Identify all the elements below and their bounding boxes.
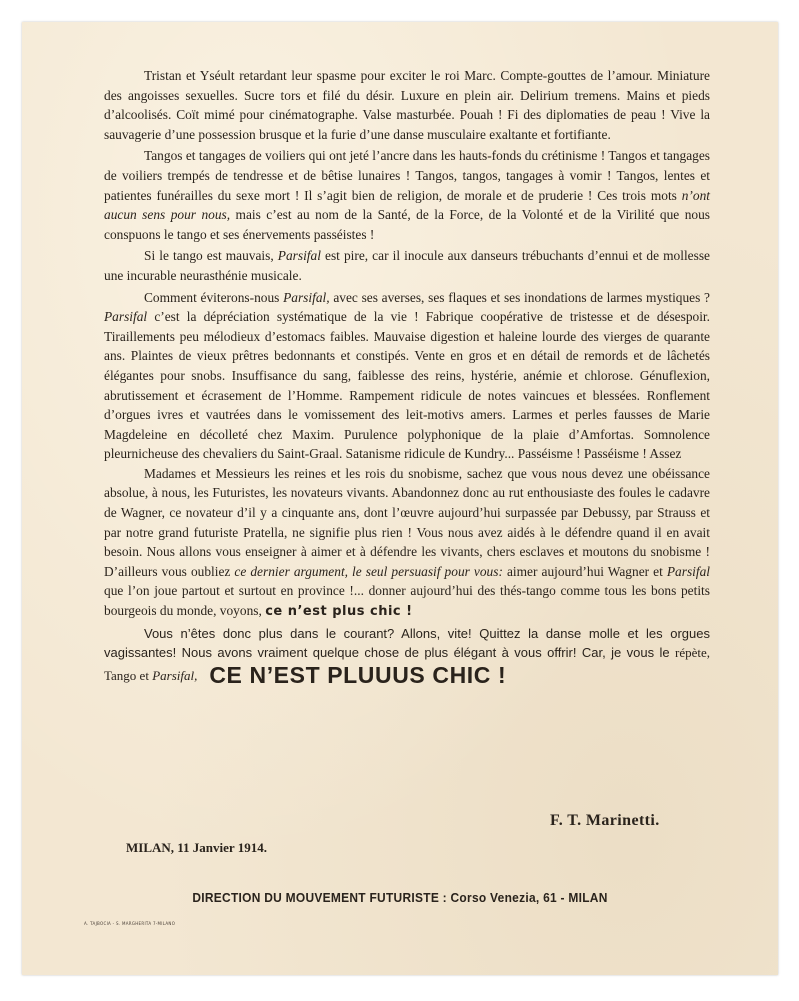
paragraph-6-italic: Parsifal, — [152, 667, 198, 683]
manifesto-page — [22, 22, 778, 975]
paragraph-5-text-b: aimer aujourd’hui Wagner et — [502, 563, 667, 579]
paragraph-2 — [104, 146, 710, 244]
paragraph-4 — [104, 288, 710, 464]
paragraph-5 — [104, 464, 710, 622]
paragraph-3 — [104, 246, 710, 285]
paragraph-3-text-a: Si le tango est mauvais, — [144, 248, 278, 264]
paragraph-6 — [104, 624, 710, 686]
paragraph-5-text-c: que l’on joue partout et surtout en province !... donner aujourd’hui des thés-tango comme tous les bons petits bourgeois du monde, voyons, — [104, 583, 710, 619]
paragraph-3-italic: Parsifal — [277, 248, 321, 264]
dateline: MILAN, 11 Janvier 1914. — [126, 840, 267, 855]
paragraph-5-bold: ce n’est plus chic ! — [265, 604, 413, 620]
paragraph-1-text: Tristan et Yséult retardant leur spasme pour exciter le roi Marc. Compte-gouttes de l’amour. Miniature des angoisses sexuelles. Sucre tors et filé du désir. Luxure en plein air. Delirium tremens. Mains et pieds d’alcoolisés. Coït mimé pour cinématographe. Valse masturbée. Pouah ! Fi des diplomaties de peau ! Vive la sauvagerie d’une possession brusque et la furie d’une danse musculaire exaltante et fortifiante. — [104, 68, 710, 142]
paragraph-4-italic-1: Parsifal, — [283, 289, 330, 305]
printer-imprint: A. TAJBOCIA - S. MARGHERITA 7-MILANO — [84, 921, 176, 926]
paragraph-3-text-b: est pire, car il inocule aux danseurs trébuchants d’ennui et de mollesse une incurable neurasthénie musicale. — [104, 248, 710, 283]
paragraph-5-text-a: Madames et Messieurs les reines et les rois du snobisme, sachez que vous nous devez une obéissance absolue, à nous, les Futuristes, les novateurs vivants. Abandonnez donc au rut enthousiaste des foules le cadavre de Wagner, ce novateur d’il y a cinquante ans, dont l’œuvre aujourd’hui surpassée par Debussy, par Strauss et par notre grand futuriste Pratella, ne signifie plus rien ! Vous nous avez aidés à le défendre quand il en avait besoin. Nous allons vous enseigner à aimer et à défendre les vivants, chers esclaves et moutons du snobisme ! D’ailleurs vous oubliez — [104, 465, 710, 579]
signature: F. T. Marinetti. — [550, 812, 660, 829]
paragraph-4-text-a: Comment éviterons-nous — [144, 289, 284, 305]
paragraph-6-text-b: répète, Tango et — [104, 645, 710, 683]
paragraph-5-italic-2: Parsifal — [666, 563, 711, 579]
footer-address: DIRECTION DU MOUVEMENT FUTURISTE : Corso Venezia, 61 - MILAN — [192, 890, 608, 905]
paragraph-5-italic-1: ce dernier argument, le seul persuasif pour vous: — [234, 563, 503, 579]
headline: CE N’EST PLUUUS CHIC ! — [209, 661, 507, 688]
paragraph-1 — [104, 66, 710, 144]
paragraph-4-text-c: c’est la dépréciation systématique de la vie ! Fabrique coopérative de tristesse et de désespoir. Tiraillements peu mélodieux d’estomacs faibles. Mauvaise digestion et haleine lourde des vierges de quarante ans. Plaintes de vieux prêtres bedonnants et constipés. Vente en gros et en détail de remords et de lâchetés élégantes pour snobs. Insuffisance du sang, faiblesse des reins, hystérie, anémie et chlorose. Génuflexion, abrutissement et écrasement de l’Homme. Rampement ridicule de notes vaincues et blessées. Ronflement d’orgues ivres et vautrées dans le vomissement des leit-motivs amers. Larmes et perles fausses de Marie Magdeleine en décolleté chez Maxim. Purulence polyphonique de la plaie d’Amfortas. Somnolence pleurnicheuse des chevaliers du Saint-Graal. Satanisme ridicule de Kundry... Passéisme ! Passéisme ! Assez — [104, 309, 710, 462]
manifesto-body — [104, 66, 711, 688]
paragraph-4-italic-2: Parsifal — [104, 309, 148, 325]
paragraph-2-italic: n’ont aucun sens pour nous, — [104, 187, 710, 223]
paragraph-2-text-b: mais c’est au nom de la Santé, de la Force, de la Volonté et de la Virilité que nous conspuons le tango et ses énervements passéistes ! — [104, 207, 710, 242]
paragraph-6-text-a: Vous n’êtes donc plus dans le courant? Allons, vite! Quittez la danse molle et les orgues vagissantes! Nous avons vraiment quelque chose de plus élégant à vous offrir! Car, je vous le — [104, 625, 710, 661]
paragraph-2-text-a: Tangos et tangages de voiliers qui ont jeté l’ancre dans les hauts-fonds du crétinisme ! Tangos et tangages de voiliers trempés de tendresse et de bêtise lunaires ! Tangos, tangos, tangages à vomir ! Tangos, lentes et patientes funérailles du sexe mort ! Il s’agit bien de religion, de morale et de pruderie ! Ces trois mots — [104, 148, 710, 203]
paragraph-4-text-b: avec ses averses, ses flaques et ses inondations de larmes mystiques ? — [329, 289, 710, 305]
